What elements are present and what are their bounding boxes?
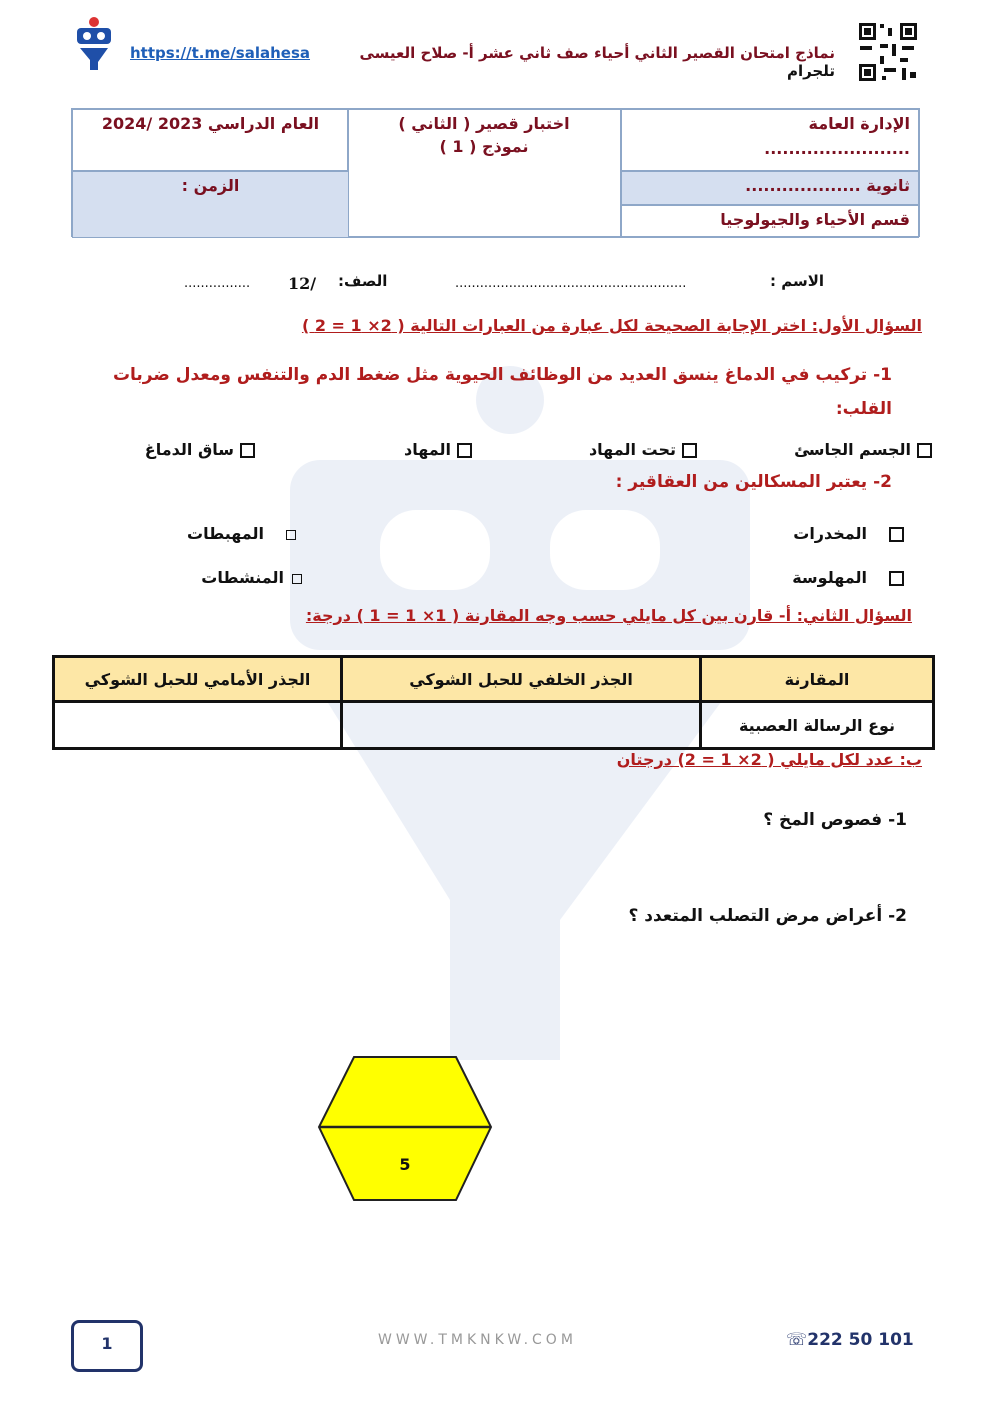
time-cell: الزمن : [72,171,349,238]
table-header-row [54,657,934,702]
name-label: الاسم : [770,272,825,290]
option-label: المنشطات [201,568,284,587]
class-label: الصف: [338,272,388,290]
part-b-item-2: 2- أعراض مرض التصلب المتعدد ؟ [628,906,907,926]
checkbox-icon[interactable] [286,530,296,540]
option-label: تحت المهاد [588,440,676,459]
question-1-item-2: 2- يعتبر المسكالين من العقاقير : [615,472,892,492]
table-cell: نوع الرسالة العصبية [701,702,934,749]
answer-cell[interactable] [342,702,701,749]
score-value: 5 [399,1155,411,1174]
table-header-cell: الجذر الأمامي للحبل الشوكي [54,657,342,702]
table-row [54,702,934,749]
phone-number: ☏222 50 101 [786,1330,914,1350]
checkbox-icon[interactable] [682,443,697,458]
telegram-link[interactable]: https://t.me/salahesa [130,44,311,62]
name-field[interactable]: ........................................................ [455,276,687,291]
answer-cell[interactable] [54,702,342,749]
option-label: المهاد [404,440,451,459]
website-text: WWW.TMKNKW.COM [378,1332,577,1348]
q1-item1-option-2[interactable] [589,440,697,459]
checkbox-icon[interactable] [889,571,904,586]
checkbox-icon[interactable] [457,443,472,458]
header-title-black: تلجرام [786,62,835,80]
page-number: 1 [101,1334,113,1353]
admin-label: الإدارة العامة [808,114,910,133]
q1-item2-option-2[interactable] [187,524,296,543]
page-header-title [320,44,835,80]
option-label: المهبطات [187,524,264,543]
checkbox-icon[interactable] [292,574,302,584]
question-1-item-1: 1- تركيب في الدماغ ينسق العديد من الوظائف الحيوية مثل ضغط الدم والتنفس ومعدل ضربات القلب: [112,365,892,419]
class-value: 12/ [288,274,317,293]
qr-code-icon [858,22,918,82]
admin-dots: ........................ [764,139,910,158]
question-1-title: السؤال الأول: اختر الإجابة الصحيحة لكل عبارة من العبارات التالية ( 2× 1 = 2 ) [301,316,922,335]
table-header-cell: الجذر الخلفي للحبل الشوكي [342,657,701,702]
department-cell: قسم الأحياء والجيولوجيا [621,205,919,238]
q1-item2-option-4[interactable] [201,568,302,587]
option-label: ساق الدماغ [144,440,234,459]
q1-item1-option-1[interactable] [794,440,932,459]
option-label: المهلوسة [792,568,867,587]
checkbox-icon[interactable] [889,527,904,542]
q1-item1-option-4[interactable] [145,440,255,459]
q1-item2-option-3[interactable] [792,568,904,587]
header-title-red: نماذج امتحان القصير الثاني أحياء صف ثاني عشر أ- صلاح العيسى [359,44,835,62]
q1-item1-option-3[interactable] [404,440,472,459]
part-b-item-1: 1- فصوص المخ ؟ [763,810,907,830]
question-2-title: السؤال الثاني: أ- قارن بين كل مايلي حسب وجه المقارنة ( 1× 1 = 1 ) درجة: [305,606,912,625]
school-cell: ثانوية ................... [621,171,919,205]
exam-model: نموذج ( 1 ) [439,137,529,156]
score-hexagon [316,1054,494,1204]
option-label: المخدرات [793,524,867,543]
exam-title: اختبار قصير ( الثاني ) [398,114,570,133]
question-2-part-b: ب: عدد لكل مايلي ( 2× 1 = 2) درجتان [616,750,922,769]
checkbox-icon[interactable] [917,443,932,458]
brand-logo-icon [74,16,114,72]
academic-year-cell: العام الدراسي 2023 /2024 [72,109,349,171]
class-field[interactable]: ................ [184,276,251,291]
exam-info-table [71,108,920,237]
checkbox-icon[interactable] [240,443,255,458]
exam-title-cell [347,109,621,238]
q1-item2-option-1[interactable] [793,524,904,543]
option-label: الجسم الجاسئ [794,440,911,459]
admin-cell [621,109,919,171]
table-header-cell: المقارنة [701,657,934,702]
comparison-table [52,655,935,750]
